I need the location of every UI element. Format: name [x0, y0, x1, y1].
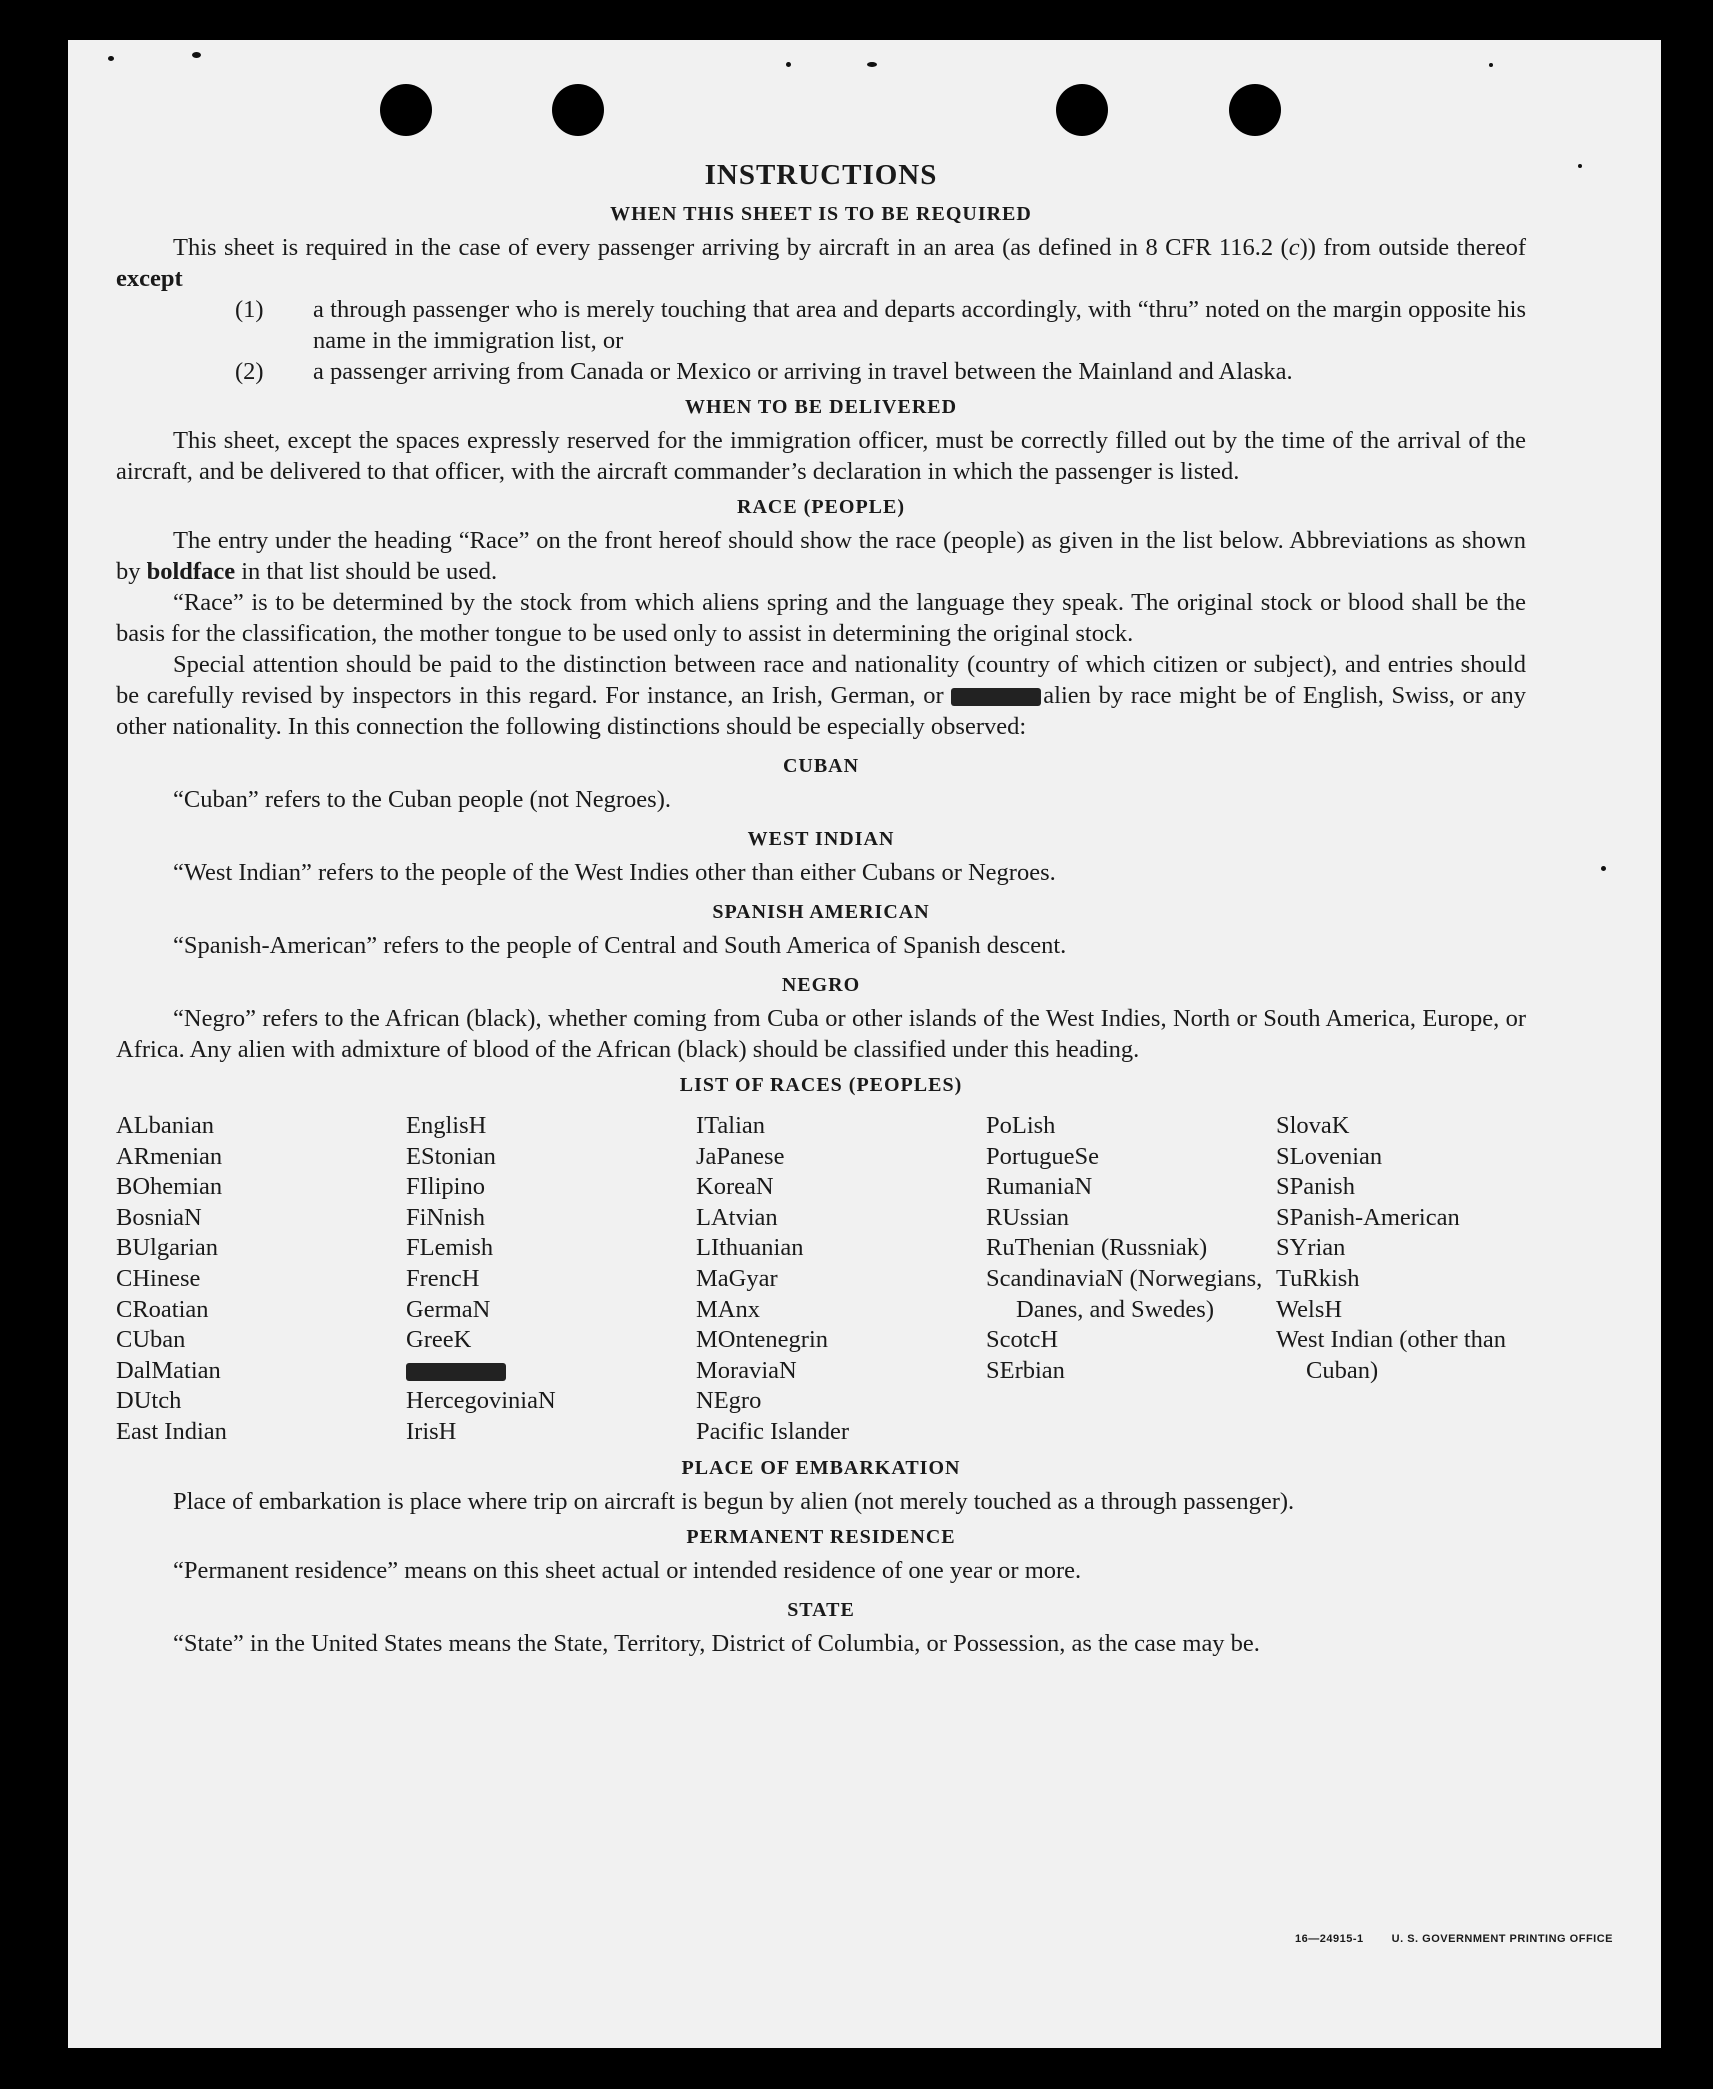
race-entry: West Indian (other than Cuban) [1276, 1326, 1507, 1384]
instructions-body [116, 158, 1526, 1659]
heading-spanish-american: SPANISH AMERICAN [712, 901, 930, 923]
punch-hole [380, 84, 432, 136]
heading-permanent-residence: PERMANENT RESIDENCE [686, 1525, 956, 1548]
item-text: a through passenger who is merely touching that area and departs accordingly, with “thru” noted on the margin opposite his name in the immigration list, or [313, 296, 1526, 354]
race-entry: LAtvian [696, 1203, 778, 1231]
race-entry: GreeK [406, 1326, 472, 1354]
speck [192, 52, 201, 58]
text-run: c [1288, 234, 1300, 261]
item-text: a passenger arriving from Canada or Mexico or arriving in travel between the Mainland and Alaska. [313, 358, 1293, 385]
race-entry: SLovenian [1276, 1142, 1383, 1170]
speck [108, 56, 114, 61]
race-entry: ScotcH [986, 1326, 1059, 1354]
race-entry: EStonian [406, 1142, 496, 1170]
race-entry: ARmenian [116, 1142, 223, 1170]
page-title: INSTRUCTIONS [704, 159, 938, 191]
paragraph-spanish-american: “Spanish-American” refers to the people of Central and South America of Spanish descent. [173, 932, 1067, 959]
speck [786, 62, 791, 67]
race-entry: JaPanese [696, 1142, 785, 1170]
speck [1601, 866, 1606, 871]
speck [1489, 63, 1493, 67]
race-entry: SPanish-American [1276, 1203, 1460, 1231]
text-run: except [116, 265, 183, 292]
race-entry: EnglisH [406, 1112, 487, 1139]
race-entry: MoraviaN [696, 1356, 797, 1384]
document-page [68, 40, 1661, 2048]
item-number: (1) [235, 296, 264, 323]
paragraph-race-1 [116, 525, 1526, 587]
paragraph-permanent-residence: “Permanent residence” means on this sheet actual or intended residence of one year or more. [173, 1556, 1082, 1584]
race-entry: CRoatian [116, 1295, 209, 1323]
heading-list-of-races: LIST OF RACES (PEOPLES) [679, 1074, 963, 1096]
paragraph-race-2: “Race” is to be determined by the stock from which aliens spring and the language they speak. The original stock or blood shall be the basis for the classification, the mother tongue to be used only to assist in determining the original stock. [116, 589, 1526, 647]
race-entry: RuThenian (Russniak) [986, 1234, 1208, 1262]
race-entry: GermaN [406, 1295, 491, 1323]
paragraph-state: “State” in the United States means the State, Territory, District of Columbia, or Possession, as the case may be. [173, 1629, 1260, 1657]
race-entry: MOntenegrin [696, 1326, 828, 1354]
race-entry: East Indian [116, 1417, 227, 1445]
paragraph-negro: “Negro” refers to the African (black), whether coming from Cuba or other islands of the West Indies, North or South America, Europe, or Africa. Any alien with admixture of blood of the African (black) should be classified under this heading. [116, 1005, 1526, 1063]
heading-west-indian: WEST INDIAN [747, 828, 895, 850]
race-entry: BosniaN [116, 1203, 202, 1231]
race-entry: SPanish [1276, 1173, 1355, 1201]
paragraph-west-indian: “West Indian” refers to the people of the West Indies other than either Cubans or Negroes. [173, 859, 1056, 886]
text-run: alien by race might be of English, Swiss, or any other nationality. In this connection the following distinctions should be especially observed: [116, 682, 1526, 740]
text-run: in that list should be used. [235, 558, 498, 585]
list-item [235, 294, 1526, 356]
race-entry: NEgro [696, 1387, 762, 1415]
text-run: This sheet is required in the case of every passenger arriving by aircraft in an area (as defined in 8 CFR 116.2 ( [173, 234, 1289, 261]
punch-hole [1056, 84, 1108, 136]
race-entry: ScandinaviaN (Norwegians, Danes, and Swedes) [986, 1264, 1263, 1323]
races-column [1276, 1111, 1526, 1448]
race-entry: SErbian [986, 1356, 1065, 1384]
race-entry: FLemish [406, 1234, 494, 1262]
race-entry: MAnx [696, 1295, 760, 1323]
heading-embarkation: PLACE OF EMBARKATION [681, 1456, 961, 1479]
races-column [986, 1111, 1276, 1448]
race-entry: MaGyar [696, 1264, 778, 1292]
punch-hole [552, 84, 604, 136]
list-item [235, 356, 1526, 387]
paragraph-embarkation: Place of embarkation is place where trip on aircraft is begun by alien (not merely touched as a through passenger). [173, 1487, 1295, 1515]
heading-state: STATE [787, 1598, 855, 1621]
paragraph-race-3 [116, 649, 1526, 742]
races-column [116, 1111, 406, 1448]
race-entry: BOhemian [116, 1173, 223, 1201]
form-number: 16—24915-1 [1295, 1933, 1364, 1945]
race-entry: SlovaK [1276, 1112, 1350, 1139]
heading-cuban: CUBAN [782, 755, 860, 777]
heading-when-required: WHEN THIS SHEET IS TO BE REQUIRED [610, 203, 1032, 225]
race-entry: BUlgarian [116, 1234, 219, 1262]
race-entry: ITalian [696, 1112, 766, 1139]
race-entry: WelsH [1276, 1295, 1343, 1323]
footer-imprint [1267, 1933, 1613, 1945]
paragraph-when-delivered: This sheet, except the spaces expressly reserved for the immigration officer, must be correctly filled out by the time of the arrival of the aircraft, and be delivered to that officer, with the aircraft commander’s declaration in which the passenger is listed. [116, 427, 1526, 485]
paragraph-cuban: “Cuban” refers to the Cuban people (not Negroes). [173, 786, 671, 813]
races-column [696, 1111, 986, 1448]
race-entry: HercegoviniaN [406, 1387, 556, 1415]
races-list [116, 1111, 1526, 1448]
speck [1578, 164, 1582, 168]
text-run: boldface [146, 558, 236, 585]
race-entry: RUssian [986, 1203, 1070, 1231]
item-number: (2) [235, 358, 264, 385]
heading-negro: NEGRO [781, 974, 861, 996]
race-entry-redacted [406, 1356, 696, 1387]
race-entry: DalMatian [116, 1356, 221, 1384]
race-entry: IrisH [406, 1417, 457, 1445]
printer-imprint: U. S. GOVERNMENT PRINTING OFFICE [1391, 1933, 1613, 1945]
race-entry: LIthuanian [696, 1234, 804, 1262]
race-entry: Pacific Islander [696, 1417, 850, 1445]
race-entry: SYrian [1276, 1234, 1346, 1262]
redaction-mark [951, 688, 1041, 706]
race-entry: PoLish [986, 1112, 1056, 1139]
punch-hole [1229, 84, 1281, 136]
heading-when-delivered: WHEN TO BE DELIVERED [684, 396, 958, 418]
races-column [406, 1111, 696, 1448]
text-run: The entry under the heading “Race” on the front hereof should show the race (people) as given in the list below. Abbreviations as shown by [116, 527, 1526, 585]
race-entry: RumaniaN [986, 1173, 1093, 1201]
race-entry: ALbanian [116, 1112, 214, 1139]
text-run: Special attention should be paid to the distinction between race and nationality (country of which citizen or subject), and entries should be carefully revised by inspectors in this regard. For instance, an Irish, German, or [116, 651, 1526, 709]
race-entry: CUban [116, 1326, 186, 1354]
speck [867, 62, 877, 67]
race-entry: CHinese [116, 1264, 201, 1292]
race-entry: FIlipino [406, 1173, 485, 1201]
race-entry: DUtch [116, 1387, 182, 1415]
race-entry: TuRkish [1276, 1264, 1360, 1292]
race-entry: FiNnish [406, 1203, 485, 1231]
paragraph-when-required [116, 232, 1526, 294]
race-entry: PortugueSe [986, 1142, 1099, 1170]
text-run: )) from outside thereof [1299, 234, 1526, 261]
redaction-mark [406, 1363, 506, 1381]
race-entry: KoreaN [696, 1173, 774, 1201]
heading-race: RACE (PEOPLE) [737, 496, 905, 518]
race-entry: FrencH [406, 1264, 480, 1292]
